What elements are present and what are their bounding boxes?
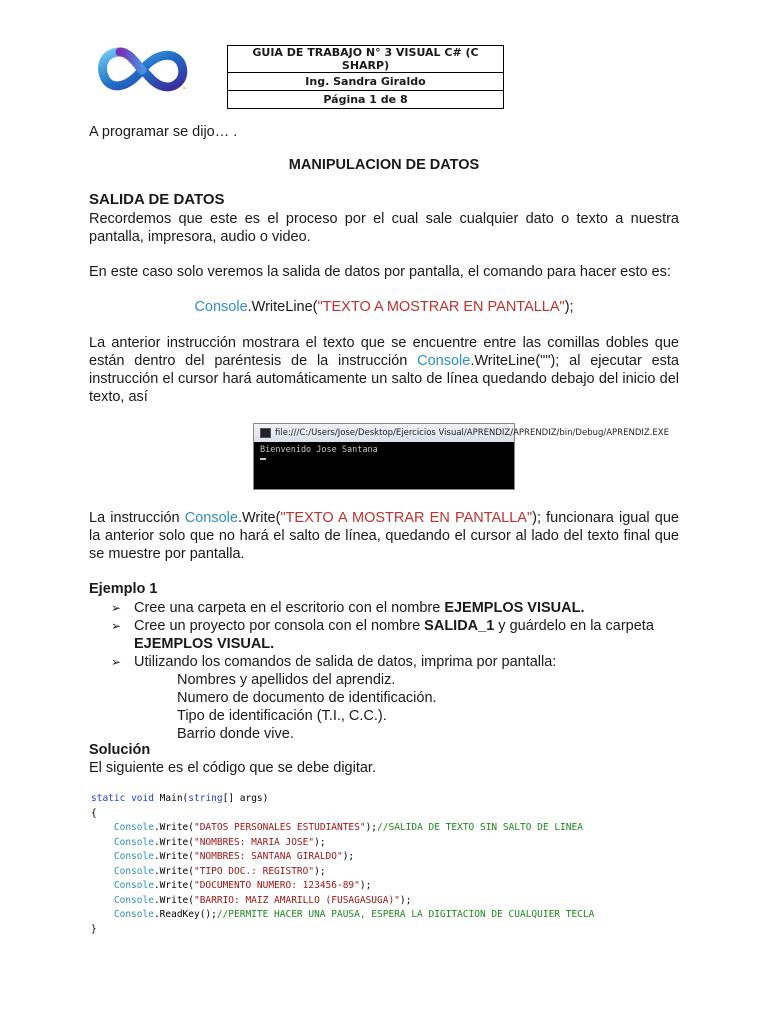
code-text: ); bbox=[314, 836, 326, 848]
arrow-bullet-icon: ➢ bbox=[111, 601, 122, 615]
console-window-icon bbox=[260, 428, 271, 438]
console-title: file:///C:/Users/Jose/Desktop/Ejercicios Visual/APRENDIZ/APRENDIZ/bin/Debug/APRENDIZ.EXE bbox=[275, 428, 669, 438]
code-text: .Write( bbox=[153, 894, 194, 906]
code-text: ); bbox=[314, 865, 326, 877]
list-item-text: Cree una carpeta en el escritorio con el nombre bbox=[134, 600, 445, 616]
code-comment: //SALIDA DE TEXTO SIN SALTO DE LINEA bbox=[377, 822, 583, 833]
svg-text:™: ™ bbox=[182, 87, 187, 93]
code-text: [] args) bbox=[222, 793, 269, 804]
code-comment: //PERMITE HACER UNA PAUSA, ESPERA LA DIGITACION DE CUALQUIER TECLA bbox=[216, 909, 595, 920]
code-keyword: string bbox=[188, 793, 223, 804]
arrow-bullet-icon: ➢ bbox=[111, 619, 122, 633]
code-line: { bbox=[91, 807, 97, 819]
console-cursor bbox=[260, 458, 266, 460]
code-string: "NOMBRES: SANTANA GIRALDO" bbox=[193, 851, 343, 862]
command-end: ); bbox=[564, 299, 574, 315]
command-writeline bbox=[89, 298, 679, 316]
list-item bbox=[89, 617, 679, 653]
list-item-text: Utilizando los comandos de salida de datos, imprima por pantalla: bbox=[134, 654, 557, 670]
paragraph-4 bbox=[89, 509, 679, 563]
code-line bbox=[91, 850, 594, 865]
code-text: ); bbox=[359, 880, 372, 891]
example-list bbox=[89, 599, 679, 743]
list-item-bold: EJEMPLOS VISUAL. bbox=[134, 636, 275, 652]
code-line: } bbox=[91, 923, 97, 935]
paragraph-4-class: Console bbox=[184, 510, 238, 526]
command-method: .WriteLine( bbox=[247, 299, 318, 315]
header-title: GUIA DE TRABAJO N° 3 VISUAL C# (C SHARP) bbox=[228, 46, 504, 73]
code-class: Console bbox=[113, 822, 154, 833]
code-keyword: void bbox=[131, 793, 154, 804]
paragraph-3 bbox=[89, 334, 679, 406]
main-title: MANIPULACION DE DATOS bbox=[288, 157, 480, 173]
intro-text: A programar se dijo… . bbox=[89, 124, 238, 140]
console-output: Bienvenido Jose Santana bbox=[260, 445, 378, 455]
list-item bbox=[89, 653, 679, 671]
code-line bbox=[91, 865, 594, 880]
code-text: .Write( bbox=[153, 865, 194, 877]
code-class: Console bbox=[113, 894, 154, 906]
header-page: Página 1 de 8 bbox=[228, 91, 504, 109]
visual-studio-logo-icon bbox=[98, 44, 190, 96]
sub-item: Numero de documento de identificación. bbox=[177, 690, 437, 706]
code-line bbox=[91, 821, 594, 836]
code-string: "TIPO DOC.: REGISTRO" bbox=[193, 865, 315, 877]
code-line bbox=[91, 894, 594, 909]
code-class: Console bbox=[113, 880, 154, 891]
example-title: Ejemplo 1 bbox=[89, 581, 158, 597]
section-title: SALIDA DE DATOS bbox=[89, 191, 225, 208]
code-line bbox=[91, 836, 594, 851]
command-class: Console bbox=[194, 299, 248, 315]
console-window-screenshot bbox=[253, 423, 669, 490]
list-item-text: Cree un proyecto por consola con el nombre bbox=[134, 618, 425, 634]
list-item-bold: EJEMPLOS VISUAL. bbox=[444, 600, 585, 616]
code-text: ); bbox=[365, 822, 378, 833]
solution-text: El siguiente es el código que se debe digitar. bbox=[89, 760, 376, 776]
code-string: "NOMBRES: MARIA JOSE" bbox=[193, 836, 315, 848]
code-text: .Write( bbox=[153, 880, 194, 891]
code-keyword: static bbox=[91, 793, 126, 804]
paragraph-4-method: .Write( bbox=[237, 510, 281, 526]
code-class: Console bbox=[113, 865, 154, 877]
list-item-text: y guárdelo en la carpeta bbox=[494, 618, 654, 634]
code-text: .Write( bbox=[153, 851, 194, 862]
code-text: ); bbox=[399, 894, 412, 906]
arrow-bullet-icon: ➢ bbox=[111, 655, 122, 669]
list-item-bold: SALIDA_1 bbox=[424, 618, 495, 634]
paragraph-3-b: .WriteLine(""); al ejecutar esta instrucción el cursor hará automáticamente un salto de línea quedando debajo del inicio del texto, así bbox=[89, 353, 679, 405]
paragraph-3-a: La anterior instrucción mostrara el texto que se encuentre entre las comillas dobles que están dentro del paréntesis de la instrucción bbox=[89, 335, 679, 369]
code-text: ); bbox=[342, 851, 355, 862]
document-header-table bbox=[227, 45, 504, 109]
code-text: .Write( bbox=[153, 822, 194, 833]
list-item bbox=[89, 599, 679, 617]
paragraph-4-b: ); funcionara igual que la anterior solo que no hará el salto de línea, quedando el cursor al lado del texto final que se muestre por pantalla. bbox=[89, 510, 680, 562]
code-text: .Write( bbox=[153, 836, 194, 848]
code-class: Console bbox=[113, 851, 154, 862]
solution-title: Solución bbox=[89, 742, 151, 758]
code-string: "DOCUMENTO NUMERO: 123456-89" bbox=[193, 880, 360, 891]
paragraph-4-a: La instrucción bbox=[89, 510, 185, 526]
code-class: Console bbox=[113, 836, 154, 848]
code-block bbox=[91, 792, 594, 937]
code-class: Console bbox=[113, 909, 154, 920]
sub-item: Nombres y apellidos del aprendiz. bbox=[177, 672, 396, 688]
code-text: .ReadKey(); bbox=[153, 909, 217, 920]
code-text: Main( bbox=[153, 793, 189, 804]
header-author: Ing. Sandra Giraldo bbox=[228, 73, 504, 91]
console-titlebar bbox=[254, 424, 669, 442]
code-line bbox=[91, 792, 594, 807]
paragraph-4-string: "TEXTO A MOSTRAR EN PANTALLA" bbox=[280, 510, 533, 526]
sub-item: Tipo de identificación (T.I., C.C.). bbox=[177, 708, 387, 724]
code-line bbox=[91, 879, 594, 894]
sub-item: Barrio donde vive. bbox=[177, 726, 294, 742]
paragraph-2: En este caso solo veremos la salida de datos por pantalla, el comando para hacer esto es: bbox=[89, 264, 671, 280]
paragraph-3-class: Console bbox=[417, 353, 471, 369]
code-string: "BARRIO: MAIZ AMARILLO (FUSAGASUGA)" bbox=[193, 894, 400, 906]
code-string: "DATOS PERSONALES ESTUDIANTES" bbox=[193, 822, 366, 833]
paragraph-1: Recordemos que este es el proceso por el cual sale cualquier dato o texto a nuestra pantalla, impresora, audio o video. bbox=[89, 211, 679, 245]
code-line bbox=[91, 908, 594, 923]
command-string: "TEXTO A MOSTRAR EN PANTALLA" bbox=[317, 299, 565, 315]
